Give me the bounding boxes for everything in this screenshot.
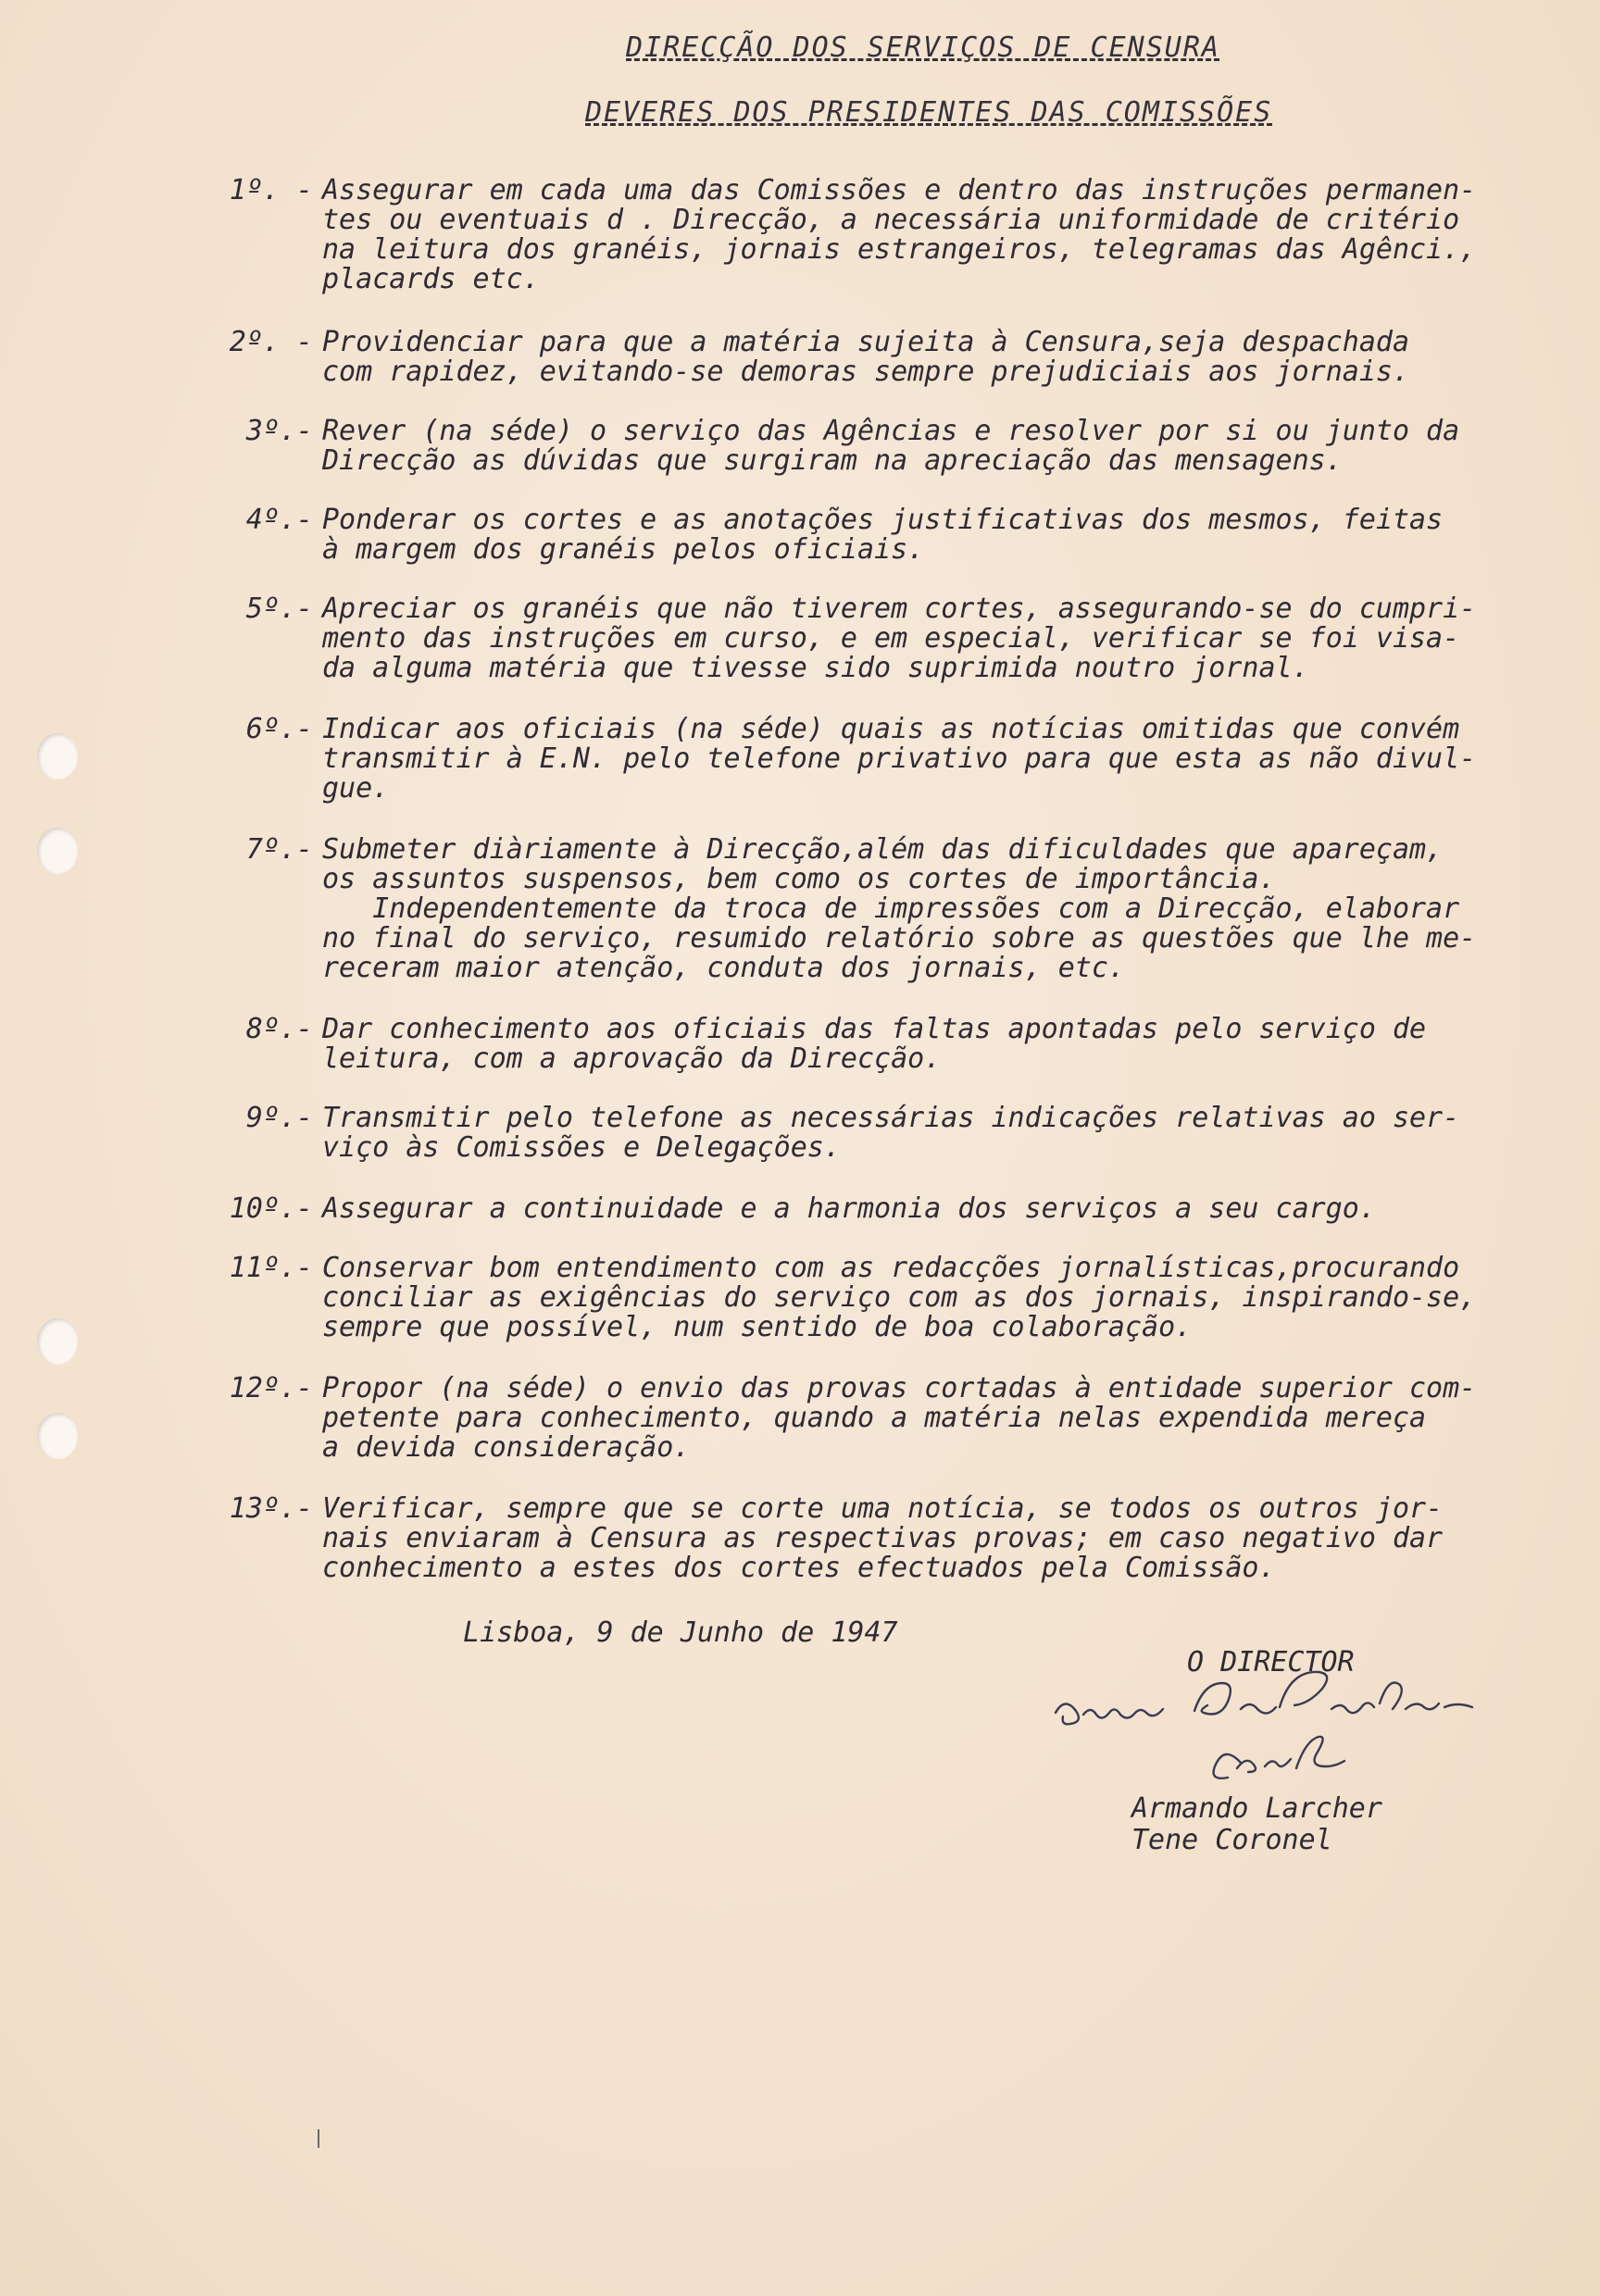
duty-text-line: mento das instruções em curso, e em especial, verificar se foi visa- [322, 622, 1460, 655]
duty-text-line: nais enviaram à Censura as respectivas provas; em caso negativo dar [322, 1522, 1444, 1554]
duty-number: 10º.- [229, 1192, 313, 1225]
duty-text-line: no final do serviço, resumido relatório sobre as questões que lhe me- [322, 922, 1477, 955]
punch-hole [37, 828, 78, 874]
duty-text-line: leitura, com a aprovação da Direcção. [322, 1042, 942, 1075]
duty-text-line: conhecimento a estes dos cortes efectuados pela Comissão. [322, 1552, 1276, 1584]
duty-item [194, 1494, 1583, 1583]
duty-text-line: Ponderar os cortes e as anotações justificativas dos mesmos, feitas [322, 504, 1444, 536]
duty-number: 3º.- [245, 415, 313, 447]
duty-text [322, 417, 1459, 476]
duty-number: 8º.- [245, 1013, 313, 1045]
punch-hole [37, 1413, 78, 1459]
duty-text-line: conciliar as exigências do serviço com as dos jornais, inspirando-se, [322, 1281, 1477, 1314]
duty-number: 5º.- [245, 593, 313, 625]
duty-item [194, 1194, 1583, 1224]
duty-number: 13º.- [229, 1492, 313, 1525]
duty-number: 2º. - [229, 326, 313, 358]
duty-text-line: tes ou eventuais d . Direcção, a necessária uniformidade de critério [322, 204, 1460, 236]
duty-text-line: Transmitir pelo telefone as necessárias indicações relativas ao ser- [322, 1102, 1460, 1134]
duty-text-line: Dar conhecimento aos oficiais das faltas apontadas pelo serviço de [322, 1013, 1427, 1045]
duty-text-line: Propor (na séde) o envio das provas cortadas à entidade superior com- [322, 1372, 1477, 1404]
duty-text-line: Independentemente da troca de impressões com a Direcção, elaborar [322, 892, 1460, 925]
signatory-name: Armando Larcher [1131, 1792, 1382, 1825]
duty-item [194, 594, 1583, 683]
duty-text-line: Assegurar em cada uma das Comissões e dentro das instruções permanen- [322, 174, 1477, 206]
pencil-mark [318, 2129, 319, 2148]
duty-text [322, 1194, 1376, 1224]
duty-text-line: Apreciar os granéis que não tiverem cortes, assegurando-se do cumpri- [322, 593, 1477, 625]
duty-item [194, 328, 1583, 387]
duty-text-line: com rapidez, evitando-se demoras sempre prejudiciais aos jornais. [322, 356, 1409, 388]
duty-item [194, 1015, 1583, 1074]
duty-text-line: Indicar aos oficiais (na séde) quais as notícias omitidas que convém [322, 713, 1460, 745]
duty-text-line: transmitir à E.N. pelo telefone privativo para que esta as não divul- [322, 742, 1477, 775]
document-subtitle: DEVERES DOS PRESIDENTES DAS COMISSÕES [585, 96, 1273, 129]
duty-text-line: da alguma matéria que tivesse sido suprimida noutro jornal. [322, 652, 1309, 684]
duty-item [194, 417, 1583, 476]
duty-text-line: gue. [322, 772, 390, 805]
duty-text-line: viço às Comissões e Delegações. [322, 1131, 841, 1164]
signatory-rank: Tene Coronel [1131, 1824, 1332, 1856]
duty-number: 7º.- [245, 833, 313, 866]
duty-text [322, 1104, 1459, 1163]
duty-number: 12º.- [229, 1372, 313, 1404]
duty-item [194, 176, 1583, 294]
duty-text-line: a devida consideração. [322, 1431, 691, 1464]
duty-text [322, 328, 1409, 387]
duty-item [194, 715, 1583, 804]
duty-text [322, 1015, 1426, 1074]
duty-text-line: na leitura dos granéis, jornais estrangeiros, telegramas das Agênci., [322, 233, 1477, 266]
duty-text [322, 835, 1476, 983]
duty-number: 1º. - [229, 174, 313, 206]
duty-item [194, 505, 1583, 565]
duty-text-line: sempre que possível, num sentido de boa colaboração. [322, 1311, 1193, 1343]
duty-text-line: os assuntos suspensos, bem como os cortes de importância. [322, 863, 1276, 895]
document-title: DIRECÇÃO DOS SERVIÇOS DE CENSURA [626, 31, 1220, 64]
punch-hole [37, 733, 78, 780]
duty-text-line: placards etc. [322, 263, 540, 295]
duty-text [322, 176, 1476, 294]
duty-text-line: Conservar bom entendimento com as redacções jornalísticas,procurando [322, 1252, 1460, 1284]
duty-number: 9º.- [245, 1102, 313, 1134]
duty-text-line: Verificar, sempre que se corte uma notícia, se todos os outros jor- [322, 1492, 1444, 1525]
duty-item [194, 1104, 1583, 1163]
duty-text [322, 715, 1476, 804]
place-date: Lisboa, 9 de Junho de 1947 [463, 1616, 898, 1649]
duty-text-line: receram maior atenção, conduta dos jornais, etc. [322, 952, 1125, 984]
duty-text-line: Submeter diàriamente à Direcção,além das dificuldades que apareçam, [322, 833, 1444, 866]
duty-text [322, 1374, 1476, 1463]
punch-hole [37, 1318, 78, 1365]
duty-text [322, 594, 1476, 683]
duty-text-line: Providenciar para que a matéria sujeita à Censura,seja despachada [322, 326, 1409, 358]
duty-number: 4º.- [245, 504, 313, 536]
handwritten-signature [1037, 1666, 1519, 1787]
duty-text [322, 1254, 1476, 1342]
duty-number: 6º.- [245, 713, 313, 745]
duty-item [194, 1374, 1583, 1463]
duty-number: 11º.- [229, 1252, 313, 1284]
duty-item [194, 1254, 1583, 1342]
duty-text-line: Assegurar a continuidade e a harmonia dos serviços a seu cargo. [322, 1192, 1376, 1225]
duty-text [322, 505, 1443, 565]
duty-text-line: Direcção as dúvidas que surgiram na apreciação das mensagens. [322, 444, 1343, 477]
signature-title: O DIRECTOR [1187, 1646, 1355, 1678]
duty-text-line: Rever (na séde) o serviço das Agências e resolver por si ou junto da [322, 415, 1460, 447]
duty-text [322, 1494, 1443, 1583]
duty-text-line: à margem dos granéis pelos oficiais. [322, 533, 925, 566]
duty-item [194, 835, 1583, 983]
duty-text-line: petente para conhecimento, quando a matéria nelas expendida mereça [322, 1402, 1427, 1434]
